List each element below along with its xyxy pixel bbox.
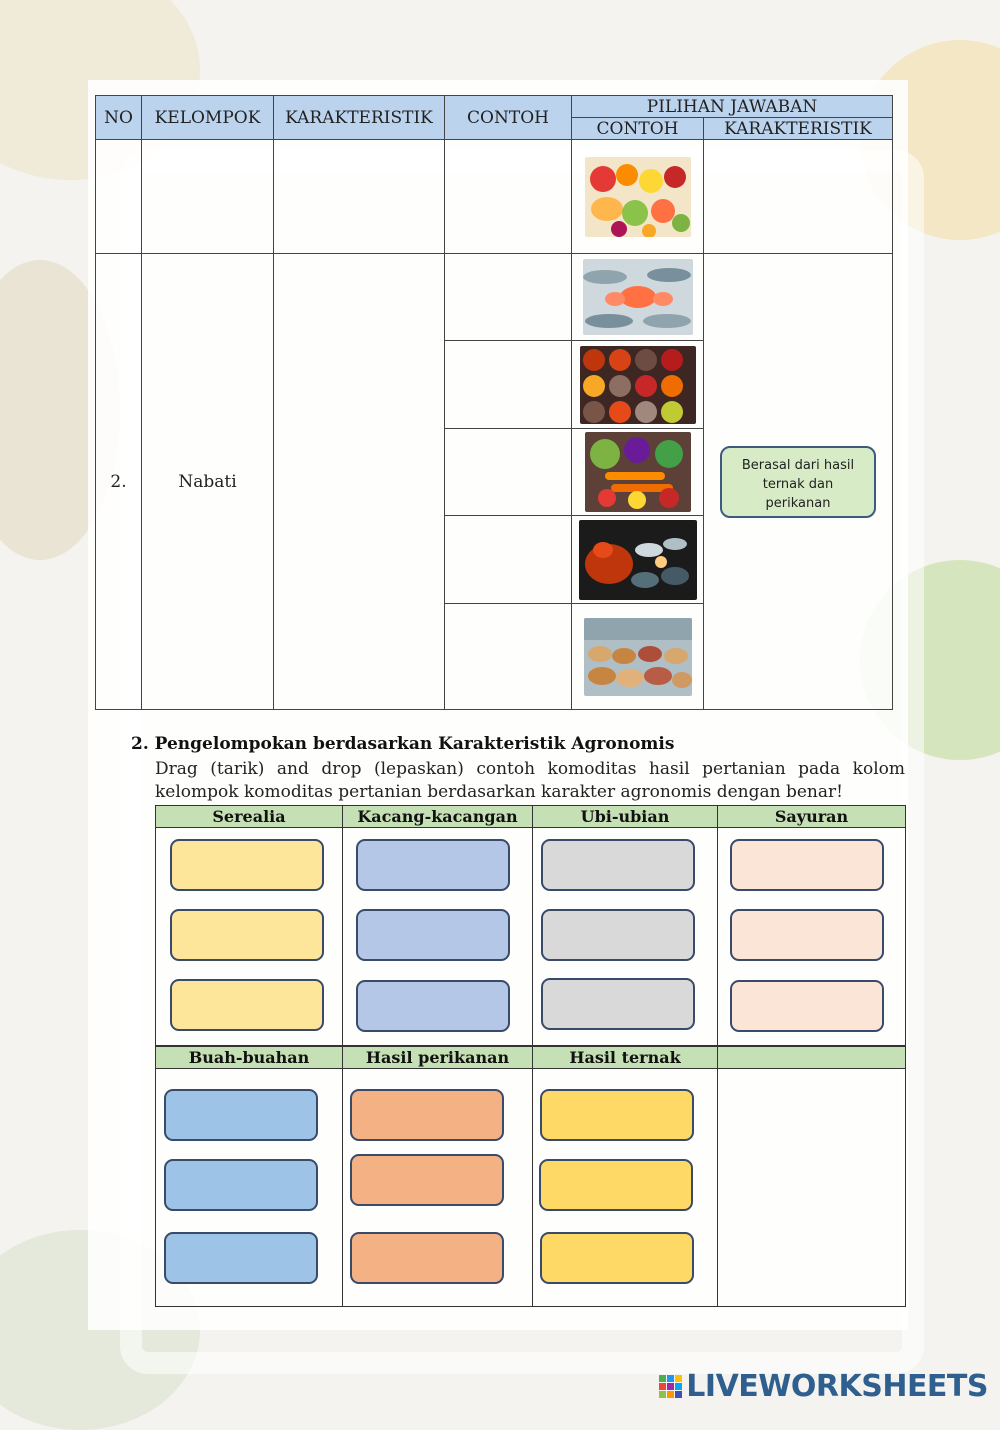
column-buah-buahan <box>156 1069 343 1307</box>
header-pilihan-contoh: CONTOH <box>572 118 704 140</box>
classification-table <box>95 95 893 710</box>
header-hasil-perikanan: Hasil perikanan <box>343 1047 533 1069</box>
seafood-image[interactable] <box>579 520 697 600</box>
tubers-image[interactable] <box>584 618 692 696</box>
drop-slot-sayuran[interactable] <box>730 839 884 891</box>
answer-image-cell <box>572 254 704 341</box>
drop-slot-hasil-ternak[interactable] <box>540 1089 694 1141</box>
answer-image-cell <box>572 516 704 604</box>
header-serealia: Serealia <box>156 806 343 828</box>
header-buah-buahan: Buah-buahan <box>156 1047 343 1069</box>
drop-zone-answer[interactable] <box>704 140 893 254</box>
vegetables-image[interactable] <box>585 432 691 512</box>
header-empty <box>718 1047 906 1069</box>
liveworksheets-logo[interactable] <box>659 1369 988 1404</box>
fruits-image[interactable] <box>585 157 691 237</box>
header-pilihan-karakteristik: KARAKTERISTIK <box>704 118 893 140</box>
header-ubi-ubian: Ubi-ubian <box>533 806 718 828</box>
header-sayuran: Sayuran <box>718 806 906 828</box>
cell-empty <box>96 140 142 254</box>
drop-slot-kacang-kacangan[interactable] <box>356 980 510 1032</box>
row-kelompok: Nabati <box>142 254 274 710</box>
header-kelompok: KELOMPOK <box>142 96 274 140</box>
drop-zone-contoh[interactable] <box>445 604 572 710</box>
answer-image-cell <box>572 140 704 254</box>
drop-slot-hasil-ternak[interactable] <box>539 1159 693 1211</box>
cell-empty <box>142 140 274 254</box>
drop-slot-kacang-kacangan[interactable] <box>356 909 510 961</box>
fish-image[interactable] <box>583 259 693 335</box>
header-karakteristik: KARAKTERISTIK <box>274 96 445 140</box>
drop-slot-hasil-perikanan[interactable] <box>350 1232 504 1284</box>
column-hasil-perikanan <box>343 1069 533 1307</box>
drop-slot-buah-buahan[interactable] <box>164 1232 318 1284</box>
drop-slot-hasil-ternak[interactable] <box>540 1232 694 1284</box>
instruction-text: Drag (tarik) and drop (lepaskan) contoh komoditas hasil pertanian pada kolom kelompok komoditas pertanian berdasarkan karakter agronomis dengan benar! <box>155 759 905 802</box>
drop-slot-hasil-perikanan[interactable] <box>350 1154 504 1206</box>
header-pilihan-jawaban: PILIHAN JAWABAN <box>572 96 893 118</box>
drop-slot-serealia[interactable] <box>170 909 324 961</box>
liveworksheets-logo-icon <box>659 1375 682 1398</box>
grid-1 <box>155 805 906 1046</box>
spices-image[interactable] <box>580 346 696 424</box>
grid-2 <box>155 1046 906 1307</box>
drop-slot-buah-buahan[interactable] <box>164 1089 318 1141</box>
drop-slot-sayuran[interactable] <box>730 980 884 1032</box>
drop-slot-serealia[interactable] <box>170 839 324 891</box>
drop-slot-hasil-perikanan[interactable] <box>350 1089 504 1141</box>
column-kacang-kacangan <box>343 828 533 1046</box>
drop-slot-serealia[interactable] <box>170 979 324 1031</box>
drop-slot-buah-buahan[interactable] <box>164 1159 318 1211</box>
header-contoh: CONTOH <box>445 96 572 140</box>
header-hasil-ternak: Hasil ternak <box>533 1047 718 1069</box>
answer-image-cell <box>572 429 704 516</box>
drop-zone-karakteristik[interactable] <box>274 140 445 254</box>
header-no: NO <box>96 96 142 140</box>
drop-zone-contoh[interactable] <box>445 516 572 604</box>
drop-zone-contoh[interactable] <box>445 429 572 516</box>
answer-card-cell <box>704 254 893 710</box>
liveworksheets-brand: LIVEWORKSHEETS <box>686 1369 988 1404</box>
drop-slot-sayuran[interactable] <box>730 909 884 961</box>
section-title: 2. Pengelompokan berdasarkan Karakteristik Agronomis <box>131 734 675 754</box>
drop-slot-ubi-ubian[interactable] <box>541 909 695 961</box>
drop-slot-kacang-kacangan[interactable] <box>356 839 510 891</box>
drop-slot-ubi-ubian[interactable] <box>541 839 695 891</box>
drop-slot-ubi-ubian[interactable] <box>541 978 695 1030</box>
row-number: 2. <box>96 254 142 710</box>
column-sayuran <box>718 828 906 1046</box>
answer-image-cell <box>572 341 704 429</box>
drop-zone-contoh[interactable] <box>445 140 572 254</box>
drop-zone-contoh[interactable] <box>445 341 572 429</box>
header-kacang-kacangan: Kacang-kacangan <box>343 806 533 828</box>
column-ubi-ubian <box>533 828 718 1046</box>
column-empty <box>718 1069 906 1307</box>
drop-zone-contoh[interactable] <box>445 254 572 341</box>
answer-image-cell <box>572 604 704 710</box>
column-serealia <box>156 828 343 1046</box>
answer-card[interactable]: Berasal dari hasil ternak dan perikanan <box>720 446 876 518</box>
drop-zone-karakteristik[interactable] <box>274 254 445 710</box>
column-hasil-ternak <box>533 1069 718 1307</box>
